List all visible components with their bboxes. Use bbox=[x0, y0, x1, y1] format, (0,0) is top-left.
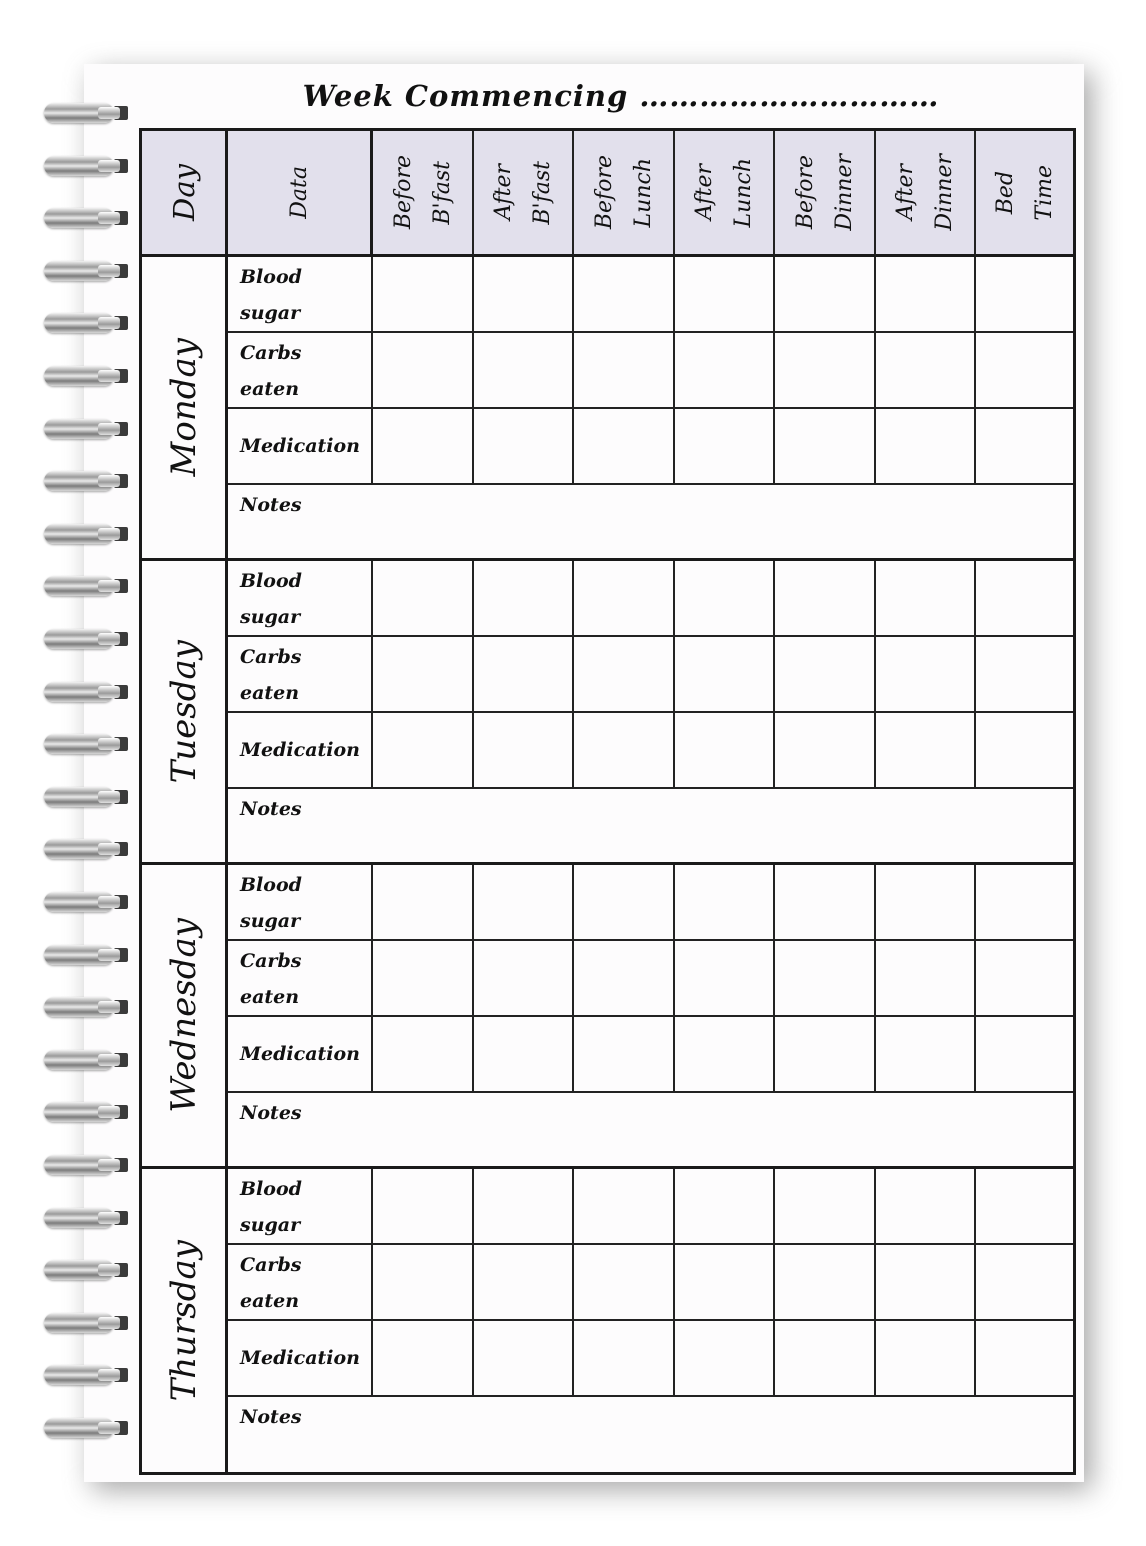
carbs-eaten-entry-cell[interactable] bbox=[775, 941, 876, 1017]
day-cell bbox=[142, 257, 228, 561]
spiral-ring bbox=[44, 1153, 130, 1177]
spiral-ring bbox=[44, 837, 130, 861]
day-label: Monday bbox=[163, 338, 204, 477]
blood-sugar-entry-cell[interactable] bbox=[976, 1169, 1073, 1245]
blood-sugar-label-line2: sugar bbox=[240, 606, 301, 628]
carbs-eaten-label-line1: Carbs bbox=[240, 950, 302, 972]
medication-entry-cell[interactable] bbox=[876, 1017, 976, 1093]
carbs-eaten-entry-cell[interactable] bbox=[976, 941, 1073, 1017]
blood-sugar-entry-cell[interactable] bbox=[373, 865, 474, 941]
carbs-eaten-entry-cell[interactable] bbox=[675, 1245, 775, 1321]
header-col-line1: Before bbox=[390, 155, 416, 230]
blood-sugar-entry-cell[interactable] bbox=[775, 257, 876, 333]
header-before-lunch bbox=[574, 131, 675, 257]
medication-entry-cell[interactable] bbox=[675, 713, 775, 789]
week-commencing-title: Week Commencing ………………………… bbox=[302, 79, 940, 113]
medication-entry-cell[interactable] bbox=[474, 1321, 574, 1397]
blood-sugar-entry-cell[interactable] bbox=[373, 561, 474, 637]
blood-sugar-label bbox=[228, 865, 373, 941]
carbs-eaten-entry-cell[interactable] bbox=[775, 1245, 876, 1321]
spiral-ring bbox=[44, 1206, 130, 1230]
blood-sugar-label-line2: sugar bbox=[240, 910, 301, 932]
carbs-eaten-label bbox=[228, 637, 373, 713]
notes-field[interactable] bbox=[228, 485, 1073, 561]
notes-field[interactable] bbox=[228, 1093, 1073, 1169]
header-col-line1: After bbox=[692, 164, 717, 221]
header-data-label: Data bbox=[286, 166, 312, 219]
medication-entry-cell[interactable] bbox=[976, 409, 1073, 485]
blood-sugar-entry-cell[interactable] bbox=[876, 561, 976, 637]
spiral-ring bbox=[44, 154, 130, 178]
blood-sugar-entry-cell[interactable] bbox=[373, 257, 474, 333]
medication-entry-cell[interactable] bbox=[373, 713, 474, 789]
carbs-eaten-entry-cell[interactable] bbox=[675, 333, 775, 409]
spiral-ring bbox=[44, 1100, 130, 1124]
carbs-eaten-entry-cell[interactable] bbox=[976, 637, 1073, 713]
blood-sugar-label bbox=[228, 561, 373, 637]
medication-entry-cell[interactable] bbox=[976, 713, 1073, 789]
medication-entry-cell[interactable] bbox=[574, 713, 675, 789]
carbs-eaten-entry-cell[interactable] bbox=[474, 333, 574, 409]
blood-sugar-entry-cell[interactable] bbox=[373, 1169, 474, 1245]
blood-sugar-entry-cell[interactable] bbox=[775, 561, 876, 637]
blood-sugar-entry-cell[interactable] bbox=[474, 865, 574, 941]
spiral-ring bbox=[44, 101, 130, 125]
carbs-eaten-label bbox=[228, 941, 373, 1017]
header-col-line2: Lunch bbox=[731, 157, 756, 228]
header-before-dinner bbox=[775, 131, 876, 257]
spiral-ring bbox=[44, 259, 130, 283]
medication-entry-cell[interactable] bbox=[474, 713, 574, 789]
spiral-ring bbox=[44, 1258, 130, 1282]
spiral-ring bbox=[44, 943, 130, 967]
blood-sugar-entry-cell[interactable] bbox=[876, 257, 976, 333]
carbs-eaten-entry-cell[interactable] bbox=[474, 1245, 574, 1321]
blood-sugar-entry-cell[interactable] bbox=[474, 561, 574, 637]
carbs-eaten-entry-cell[interactable] bbox=[775, 333, 876, 409]
carbs-eaten-entry-cell[interactable] bbox=[876, 637, 976, 713]
medication-entry-cell[interactable] bbox=[775, 1321, 876, 1397]
header-after-lunch bbox=[675, 131, 775, 257]
notes-field[interactable] bbox=[228, 789, 1073, 865]
carbs-eaten-entry-cell[interactable] bbox=[574, 637, 675, 713]
spiral-ring bbox=[44, 627, 130, 651]
medication-entry-cell[interactable] bbox=[675, 409, 775, 485]
carbs-eaten-label-line1: Carbs bbox=[240, 646, 302, 668]
carbs-eaten-entry-cell[interactable] bbox=[373, 333, 474, 409]
notes-field[interactable] bbox=[228, 1397, 1073, 1473]
header-day-label: Day bbox=[166, 164, 201, 221]
medication-entry-cell[interactable] bbox=[976, 1321, 1073, 1397]
medication-entry-cell[interactable] bbox=[675, 1017, 775, 1093]
header-col-line2: Dinner bbox=[831, 154, 857, 231]
carbs-eaten-label-line2: eaten bbox=[240, 378, 300, 400]
medication-entry-cell[interactable] bbox=[373, 1321, 474, 1397]
day-cell bbox=[142, 865, 228, 1169]
medication-label: Medication bbox=[228, 1321, 373, 1397]
medication-entry-cell[interactable] bbox=[474, 409, 574, 485]
medication-entry-cell[interactable] bbox=[574, 1321, 675, 1397]
carbs-eaten-entry-cell[interactable] bbox=[976, 1245, 1073, 1321]
spiral-ring bbox=[44, 417, 130, 441]
spiral-ring bbox=[44, 469, 130, 493]
header-bed-time bbox=[976, 131, 1073, 257]
carbs-eaten-label-line1: Carbs bbox=[240, 1254, 302, 1276]
medication-label: Medication bbox=[228, 713, 373, 789]
blood-sugar-entry-cell[interactable] bbox=[976, 865, 1073, 941]
carbs-eaten-entry-cell[interactable] bbox=[574, 1245, 675, 1321]
carbs-eaten-entry-cell[interactable] bbox=[976, 333, 1073, 409]
carbs-eaten-entry-cell[interactable] bbox=[675, 637, 775, 713]
medication-entry-cell[interactable] bbox=[373, 409, 474, 485]
carbs-eaten-entry-cell[interactable] bbox=[474, 637, 574, 713]
medication-entry-cell[interactable] bbox=[675, 1321, 775, 1397]
blood-sugar-label-line1: Blood bbox=[240, 266, 302, 288]
spiral-ring bbox=[44, 890, 130, 914]
medication-entry-cell[interactable] bbox=[373, 1017, 474, 1093]
spiral-ring bbox=[44, 680, 130, 704]
spiral-ring bbox=[44, 1311, 130, 1335]
carbs-eaten-label bbox=[228, 1245, 373, 1321]
header-col-line1: Before bbox=[792, 155, 818, 230]
spiral-ring bbox=[44, 785, 130, 809]
header-col-line2: Dinner bbox=[932, 154, 957, 231]
carbs-eaten-label-line2: eaten bbox=[240, 682, 300, 704]
blood-sugar-label-line1: Blood bbox=[240, 1178, 302, 1200]
blood-sugar-label-line2: sugar bbox=[240, 302, 301, 324]
header-col-line1: After bbox=[893, 164, 918, 221]
diabetes-log-table bbox=[139, 128, 1076, 1475]
carbs-eaten-entry-cell[interactable] bbox=[373, 1245, 474, 1321]
carbs-eaten-entry-cell[interactable] bbox=[574, 941, 675, 1017]
blood-sugar-entry-cell[interactable] bbox=[675, 561, 775, 637]
blood-sugar-entry-cell[interactable] bbox=[574, 865, 675, 941]
blood-sugar-entry-cell[interactable] bbox=[675, 257, 775, 333]
spiral-ring bbox=[44, 206, 130, 230]
header-data bbox=[228, 131, 373, 257]
medication-entry-cell[interactable] bbox=[775, 1017, 876, 1093]
header-col-line2: B'fast bbox=[530, 160, 555, 225]
medication-entry-cell[interactable] bbox=[775, 409, 876, 485]
header-col-line1: After bbox=[491, 164, 516, 221]
header-col-line1: Before bbox=[591, 155, 617, 230]
blood-sugar-label bbox=[228, 1169, 373, 1245]
carbs-eaten-entry-cell[interactable] bbox=[876, 941, 976, 1017]
spiral-ring bbox=[44, 364, 130, 388]
medication-entry-cell[interactable] bbox=[775, 713, 876, 789]
blood-sugar-entry-cell[interactable] bbox=[474, 257, 574, 333]
carbs-eaten-entry-cell[interactable] bbox=[574, 333, 675, 409]
medication-entry-cell[interactable] bbox=[876, 713, 976, 789]
notes-label: Notes bbox=[240, 1102, 302, 1124]
medication-entry-cell[interactable] bbox=[574, 1017, 675, 1093]
spiral-ring bbox=[44, 732, 130, 756]
spiral-ring bbox=[44, 1363, 130, 1387]
medication-label: Medication bbox=[228, 1017, 373, 1093]
header-col-line2: B'fast bbox=[429, 160, 455, 225]
spiral-ring bbox=[44, 574, 130, 598]
blood-sugar-label-line1: Blood bbox=[240, 874, 302, 896]
spiral-ring bbox=[44, 995, 130, 1019]
carbs-eaten-entry-cell[interactable] bbox=[775, 637, 876, 713]
day-cell bbox=[142, 561, 228, 865]
medication-entry-cell[interactable] bbox=[876, 409, 976, 485]
header-day bbox=[142, 131, 228, 257]
carbs-eaten-label-line2: eaten bbox=[240, 1290, 300, 1312]
blood-sugar-label-line2: sugar bbox=[240, 1214, 301, 1236]
spiral-ring bbox=[44, 522, 130, 546]
spiral-ring bbox=[44, 311, 130, 335]
blood-sugar-entry-cell[interactable] bbox=[976, 257, 1073, 333]
spiral-ring bbox=[44, 1416, 130, 1440]
medication-entry-cell[interactable] bbox=[976, 1017, 1073, 1093]
blood-sugar-entry-cell[interactable] bbox=[474, 1169, 574, 1245]
carbs-eaten-label-line1: Carbs bbox=[240, 342, 302, 364]
notes-label: Notes bbox=[240, 1406, 302, 1428]
blood-sugar-entry-cell[interactable] bbox=[775, 865, 876, 941]
day-label: Tuesday bbox=[163, 639, 204, 784]
blood-sugar-entry-cell[interactable] bbox=[675, 1169, 775, 1245]
carbs-eaten-label bbox=[228, 333, 373, 409]
header-col-line2: Lunch bbox=[630, 157, 656, 228]
blood-sugar-entry-cell[interactable] bbox=[574, 1169, 675, 1245]
day-label: Thursday bbox=[163, 1240, 204, 1402]
blood-sugar-label-line1: Blood bbox=[240, 570, 302, 592]
header-before-bfast bbox=[373, 131, 474, 257]
carbs-eaten-entry-cell[interactable] bbox=[876, 1245, 976, 1321]
blood-sugar-entry-cell[interactable] bbox=[574, 257, 675, 333]
blood-sugar-entry-cell[interactable] bbox=[976, 561, 1073, 637]
medication-entry-cell[interactable] bbox=[876, 1321, 976, 1397]
carbs-eaten-entry-cell[interactable] bbox=[474, 941, 574, 1017]
carbs-eaten-entry-cell[interactable] bbox=[373, 637, 474, 713]
blood-sugar-entry-cell[interactable] bbox=[876, 865, 976, 941]
carbs-eaten-entry-cell[interactable] bbox=[675, 941, 775, 1017]
notes-label: Notes bbox=[240, 494, 302, 516]
carbs-eaten-entry-cell[interactable] bbox=[373, 941, 474, 1017]
medication-entry-cell[interactable] bbox=[574, 409, 675, 485]
blood-sugar-entry-cell[interactable] bbox=[775, 1169, 876, 1245]
blood-sugar-entry-cell[interactable] bbox=[675, 865, 775, 941]
notes-label: Notes bbox=[240, 798, 302, 820]
header-after-bfast bbox=[474, 131, 574, 257]
header-col-line1: Bed bbox=[992, 170, 1018, 215]
header-col-line2: Time bbox=[1031, 164, 1057, 221]
spiral-ring bbox=[44, 1048, 130, 1072]
header-after-dinner bbox=[876, 131, 976, 257]
blood-sugar-entry-cell[interactable] bbox=[876, 1169, 976, 1245]
medication-label: Medication bbox=[228, 409, 373, 485]
day-cell bbox=[142, 1169, 228, 1473]
blood-sugar-label bbox=[228, 257, 373, 333]
day-label: Wednesday bbox=[163, 918, 204, 1113]
medication-entry-cell[interactable] bbox=[474, 1017, 574, 1093]
carbs-eaten-label-line2: eaten bbox=[240, 986, 300, 1008]
carbs-eaten-entry-cell[interactable] bbox=[876, 333, 976, 409]
blood-sugar-entry-cell[interactable] bbox=[574, 561, 675, 637]
